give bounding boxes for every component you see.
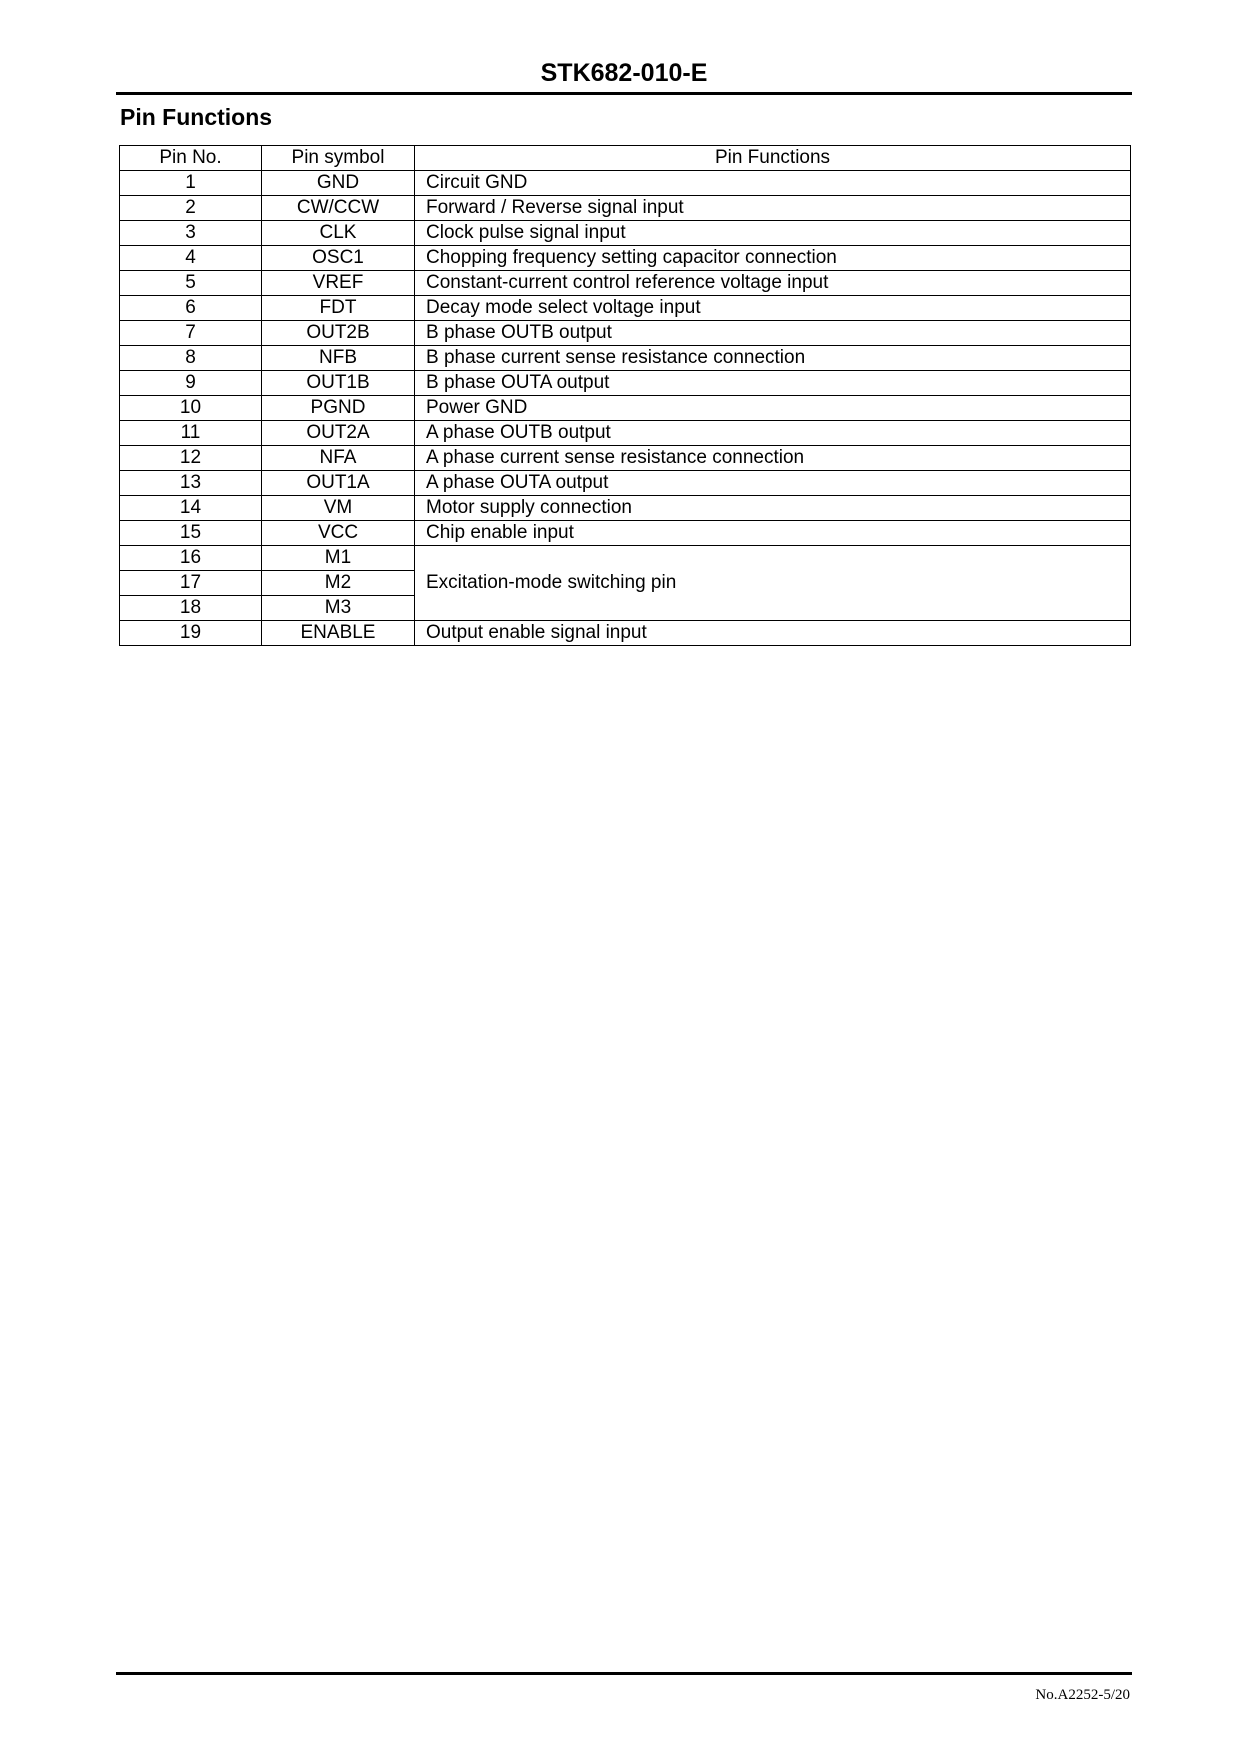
table-row: [120, 621, 1131, 646]
pin-function: Circuit GND: [415, 171, 1131, 196]
pin-symbol: CLK: [262, 221, 415, 246]
pin-function: Output enable signal input: [415, 621, 1131, 646]
pin-number: 11: [120, 421, 262, 446]
pin-function: B phase OUTB output: [415, 321, 1131, 346]
table-row: [120, 496, 1131, 521]
pin-symbol: OUT1B: [262, 371, 415, 396]
pin-number: 14: [120, 496, 262, 521]
pin-symbol: OSC1: [262, 246, 415, 271]
pin-function: Excitation-mode switching pin: [415, 546, 1131, 621]
header-rule: [116, 92, 1132, 95]
pin-symbol: GND: [262, 171, 415, 196]
table-row: [120, 421, 1131, 446]
pin-number: 16: [120, 546, 262, 571]
pin-number: 10: [120, 396, 262, 421]
header-pin-no: Pin No.: [120, 146, 262, 171]
table-row: [120, 246, 1131, 271]
pin-function: Decay mode select voltage input: [415, 296, 1131, 321]
pin-number: 19: [120, 621, 262, 646]
pin-symbol: VREF: [262, 271, 415, 296]
pin-number: 9: [120, 371, 262, 396]
pin-number: 2: [120, 196, 262, 221]
document-number: No.A2252-5/20: [1035, 1687, 1130, 1703]
section-title: Pin Functions: [120, 104, 273, 130]
pin-symbol: M2: [262, 571, 415, 596]
pin-function: Forward / Reverse signal input: [415, 196, 1131, 221]
pin-symbol: ENABLE: [262, 621, 415, 646]
pin-number: 4: [120, 246, 262, 271]
table-row: [120, 546, 1131, 571]
pin-number: 17: [120, 571, 262, 596]
pin-symbol: NFA: [262, 446, 415, 471]
table-row: [120, 396, 1131, 421]
pin-function: A phase OUTA output: [415, 471, 1131, 496]
pin-function: Chip enable input: [415, 521, 1131, 546]
pin-number: 18: [120, 596, 262, 621]
pin-function: Constant-current control reference voltage input: [415, 271, 1131, 296]
pin-symbol: OUT1A: [262, 471, 415, 496]
pin-function: A phase current sense resistance connection: [415, 446, 1131, 471]
table-row: [120, 346, 1131, 371]
pin-function: Clock pulse signal input: [415, 221, 1131, 246]
table-row: [120, 196, 1131, 221]
header-pin-functions: Pin Functions: [415, 146, 1131, 171]
pin-symbol: PGND: [262, 396, 415, 421]
pin-symbol: VM: [262, 496, 415, 521]
pin-number: 1: [120, 171, 262, 196]
table-row: [120, 271, 1131, 296]
pin-symbol: NFB: [262, 346, 415, 371]
pin-function: A phase OUTB output: [415, 421, 1131, 446]
table-row: [120, 521, 1131, 546]
pin-symbol: M1: [262, 546, 415, 571]
pin-number: 8: [120, 346, 262, 371]
pin-function: Power GND: [415, 396, 1131, 421]
pin-functions-table: [119, 145, 1131, 646]
pin-function: Chopping frequency setting capacitor connection: [415, 246, 1131, 271]
table-header-row: [120, 146, 1131, 171]
pin-symbol: OUT2B: [262, 321, 415, 346]
pin-function: B phase current sense resistance connection: [415, 346, 1131, 371]
pin-function: Motor supply connection: [415, 496, 1131, 521]
table-row: [120, 221, 1131, 246]
table-row: [120, 471, 1131, 496]
footer-rule: [116, 1672, 1132, 1675]
table-row: [120, 296, 1131, 321]
pin-number: 12: [120, 446, 262, 471]
pin-symbol: OUT2A: [262, 421, 415, 446]
pin-symbol: CW/CCW: [262, 196, 415, 221]
table-row: [120, 446, 1131, 471]
pin-number: 6: [120, 296, 262, 321]
pin-number: 13: [120, 471, 262, 496]
pin-symbol: VCC: [262, 521, 415, 546]
pin-number: 15: [120, 521, 262, 546]
pin-symbol: M3: [262, 596, 415, 621]
document-title: STK682-010-E: [540, 59, 708, 87]
table-row: [120, 371, 1131, 396]
pin-number: 3: [120, 221, 262, 246]
header-pin-symbol: Pin symbol: [262, 146, 415, 171]
pin-symbol: FDT: [262, 296, 415, 321]
table-row: [120, 171, 1131, 196]
pin-number: 7: [120, 321, 262, 346]
pin-number: 5: [120, 271, 262, 296]
table-row: [120, 321, 1131, 346]
pin-function: B phase OUTA output: [415, 371, 1131, 396]
